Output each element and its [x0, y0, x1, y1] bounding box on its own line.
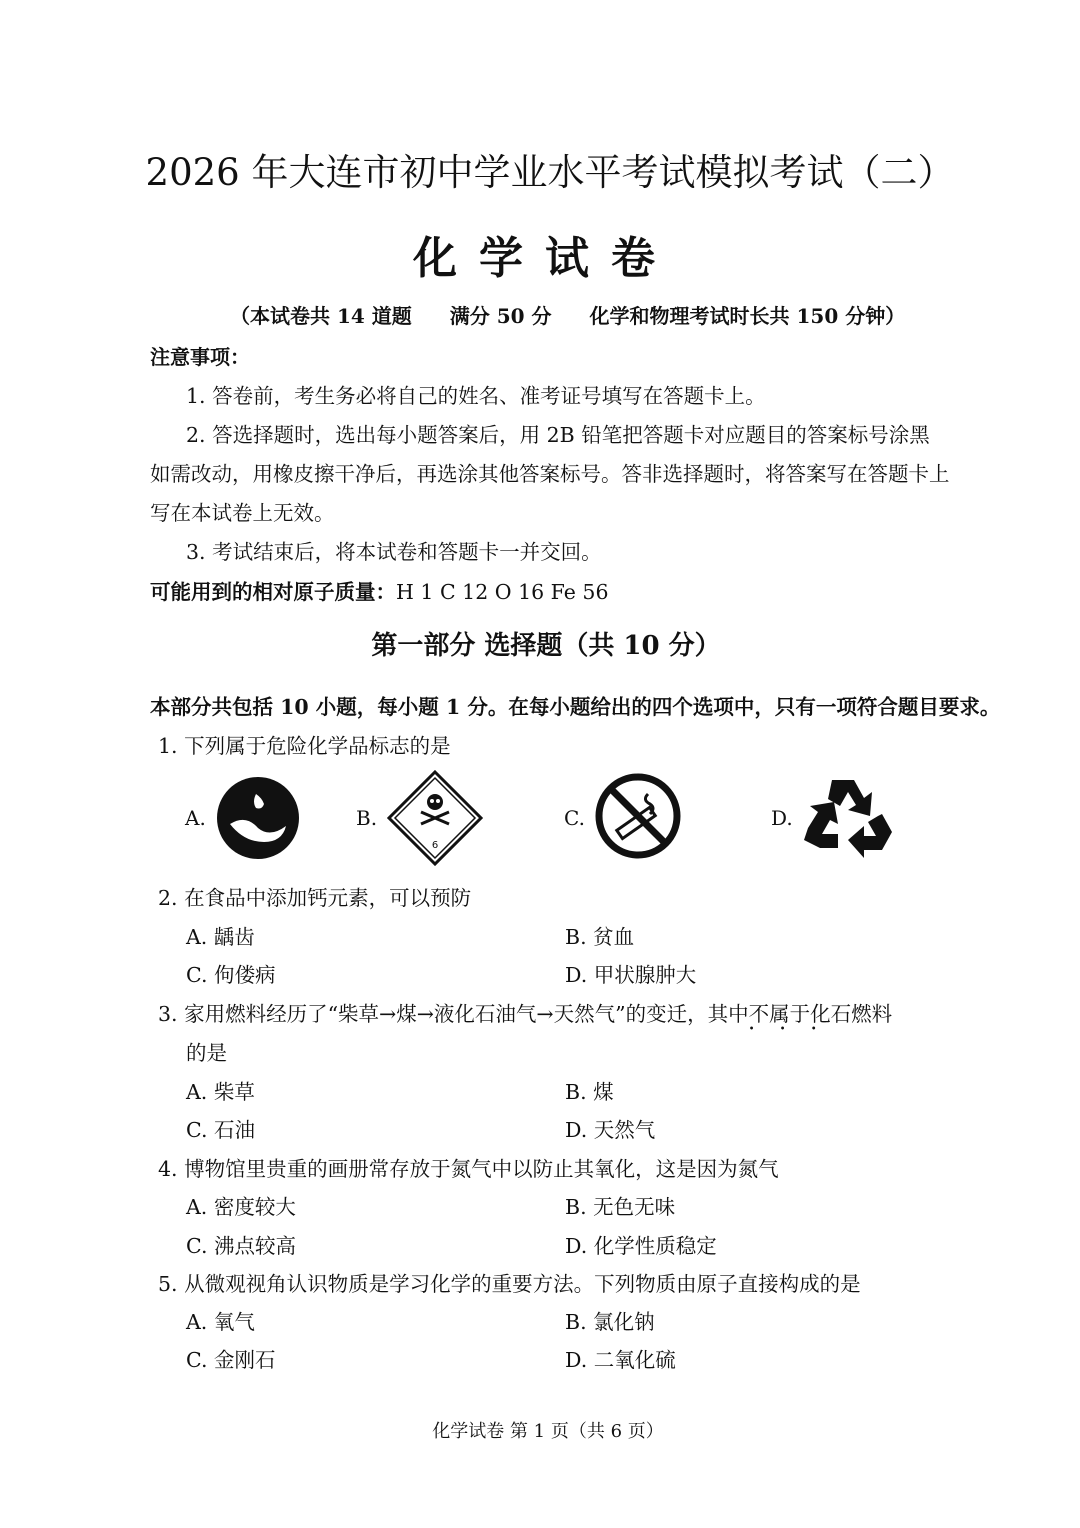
atomic-mass-label: 可能用到的相对原子质量： — [150, 580, 396, 604]
q2-option-b: B. 贫血 — [565, 925, 635, 949]
q4-option-a: A. 密度较大 — [186, 1195, 296, 1219]
no-smoking-icon — [594, 772, 682, 860]
q1-option-d-label: D. — [771, 806, 793, 830]
q1-option-c-label: C. — [564, 806, 585, 830]
q1-option-b-label: B. — [356, 806, 378, 830]
page-footer: 化学试卷 第 1 页（共 6 页） — [432, 1421, 664, 1442]
section-instruction: 本部分共包括 10 小题，每小题 1 分。在每小题给出的四个选项中，只有一项符合题目要求。 — [150, 695, 1001, 719]
exam-meta — [230, 300, 943, 329]
full-score: 满分 50 分 — [449, 304, 552, 328]
question-5-stem: 5. 从微观视角认识物质是学习化学的重要方法。下列物质由原子直接构成的是 — [158, 1272, 861, 1296]
notice-heading: 注意事项： — [150, 345, 250, 369]
question-count: （本试卷共 14 道题 — [230, 304, 412, 328]
q2-option-a: A. 龋齿 — [186, 925, 255, 949]
atomic-mass-values: H 1 C 12 O 16 Fe 56 — [396, 580, 609, 604]
question-1-stem: 1. 下列属于危险化学品标志的是 — [158, 734, 451, 758]
q4-option-b: B. 无色无味 — [565, 1195, 676, 1219]
notice-item-3: 3. 考试结束后，将本试卷和答题卡一并交回。 — [186, 540, 602, 564]
q5-option-b: B. 氯化钠 — [565, 1310, 655, 1334]
q5-option-c: C. 金刚石 — [186, 1348, 276, 1372]
atomic-mass — [150, 575, 609, 605]
q3-option-b: B. 煤 — [565, 1080, 614, 1104]
corrosive-icon — [216, 776, 300, 860]
q3-stem-part-2: 化石燃料 — [810, 1002, 893, 1026]
q2-option-c: C. 佝偻病 — [186, 963, 276, 987]
notice-item-2-line-3: 写在本试卷上无效。 — [150, 501, 335, 525]
exam-duration: 化学和物理考试时长共 150 分钟） — [589, 304, 906, 328]
q5-option-d: D. 二氧化硫 — [565, 1348, 676, 1372]
diamond-class-number: 6 — [431, 840, 439, 851]
exam-title: 2026 年大连市初中学业水平考试模拟考试（二） — [145, 151, 955, 194]
q1-option-a-label: A. — [185, 806, 206, 830]
question-2-stem: 2. 在食品中添加钙元素，可以预防 — [158, 886, 472, 910]
q2-option-d: D. 甲状腺肿大 — [565, 963, 697, 987]
question-4-stem: 4. 博物馆里贵重的画册常存放于氮气中以防止其氧化，这是因为氮气 — [158, 1157, 779, 1181]
q3-stem-part-1: 3. 家用燃料经历了“柴草→煤→液化石油气→天然气”的变迁，其中 — [158, 1002, 749, 1026]
notice-item-1: 1. 答卷前，考生务必将自己的姓名、准考证号填写在答题卡上。 — [186, 384, 766, 408]
q3-option-d: D. 天然气 — [565, 1118, 656, 1142]
section-heading: 第一部分 选择题（共 10 分） — [371, 631, 721, 661]
toxic-diamond-icon — [387, 770, 483, 866]
question-3-stem-line-2: 的是 — [186, 1041, 227, 1065]
subject-title: 化学试卷 — [413, 233, 677, 284]
q3-stem-emphasis: 不属于 • • • — [749, 1002, 811, 1026]
recycle-icon — [802, 772, 894, 862]
question-3-stem — [158, 997, 892, 1027]
notice-item-2-line-1: 2. 答选择题时，选出每小题答案后，用 2B 铅笔把答题卡对应题目的答案标号涂黑 — [186, 423, 930, 447]
q5-option-a: A. 氧气 — [186, 1310, 255, 1334]
q4-option-d: D. 化学性质稳定 — [565, 1234, 717, 1258]
q4-option-c: C. 沸点较高 — [186, 1234, 296, 1258]
q3-option-c: C. 石油 — [186, 1118, 255, 1142]
notice-item-2-line-2: 如需改动，用橡皮擦干净后，再选涂其他答案标号。答非选择题时，将答案写在答题卡上 — [150, 462, 950, 486]
q3-option-a: A. 柴草 — [186, 1080, 255, 1104]
